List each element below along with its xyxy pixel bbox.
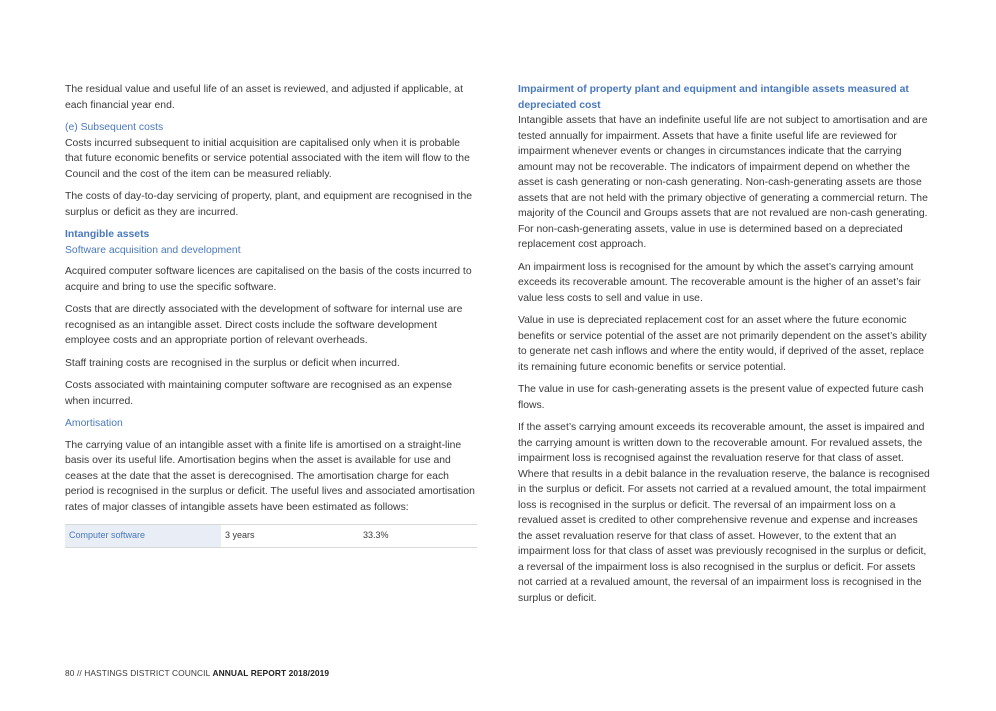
useful-life-cell: 3 years <box>221 525 359 548</box>
footer-report-title: ANNUAL REPORT 2018/2019 <box>212 668 330 678</box>
impairment-intro-paragraph: Intangible assets that have an indefinite useful life are not subject to amortisation and are tested annually for impairment. Assets that have a finite useful life are reviewed for impairment whenever events or changes in circumstances indicate that the carrying amount may not be recoverable. The indicators of impairment depend on whether the asset is cash generating or non-cash generating. Non-cash-generating assets are those assets that are not held with the primary objective of generating a commercial return. The majority of the Council and Groups assets that are not revalued are non-cash generating. For non-cash-generating assets, value in use is determined based on a depreciated replacement cost approach. <box>518 115 928 250</box>
subsequent-costs-heading: (e) Subsequent costs <box>65 122 164 133</box>
cash-generating-paragraph: The value in use for cash-generating assets is the present value of expected future cash flows. <box>518 384 924 411</box>
footer-page-council: 80 // HASTINGS DISTRICT COUNCIL <box>65 668 211 678</box>
value-in-use-paragraph: Value in use is depreciated replacement cost for an asset where the future economic benefits or service potential of the asset are not primarily dependent on the asset’s ability to generate net cash inflows and where the entity would, if deprived of the asset, replace its remaining future economic benefits or service potential. <box>518 315 927 373</box>
subsequent-costs-paragraph: Costs incurred subsequent to initial acquisition are capitalised only when it is probable that future economic benefits or service potential associated with the item will flow to the Council and the cost of the item can be measured reliably. <box>65 137 470 180</box>
software-acquisition-heading: Software acquisition and development <box>65 244 241 256</box>
left-column <box>65 82 475 548</box>
impairment-loss-paragraph: An impairment loss is recognised for the amount by which the asset’s carrying amount exceeds its recoverable amount. The recoverable amount is the higher of an asset’s fair value less costs to sell and value in use. <box>518 261 921 304</box>
asset-class-cell: Computer software <box>65 525 221 548</box>
page-footer <box>65 668 329 678</box>
software-licences-paragraph: Acquired computer software licences are capitalised on the basis of the costs incurred to acquire and bring to use the specific software. <box>65 266 472 293</box>
right-column <box>518 82 930 613</box>
residual-value-paragraph: The residual value and useful life of an asset is reviewed, and adjusted if applicable, at each financial year end. <box>65 84 463 111</box>
staff-training-paragraph: Staff training costs are recognised in the surplus or deficit when incurred. <box>65 357 400 369</box>
table-row <box>65 525 477 548</box>
servicing-costs-paragraph: The costs of day-to-day servicing of property, plant, and equipment are recognised in the surplus or deficit as they are incurred. <box>65 191 472 218</box>
impairment-heading: Impairment of property plant and equipment and intangible assets measured at depreciated cost <box>518 84 909 111</box>
revalued-assets-paragraph: If the asset’s carrying amount exceeds its recoverable amount, the asset is impaired and the carrying amount is written down to the recoverable amount. For revalued assets, the impairment loss is recognised against the revaluation reserve for that class of asset. Where that results in a debit balance in the revaluation reserve, the balance is recognised in the surplus or deficit. For assets not carried at a revalued amount, the total impairment loss is recognised in the surplus or deficit. The reversal of an impairment loss on a revalued asset is credited to other comprehensive revenue and expense and increases the asset revaluation reserve for that class of asset. However, to the extent that an impairment loss for that class of asset was previously recognised in the surplus or deficit, a reversal of the impairment loss is also recognised in the surplus or deficit. For assets not carried at a revalued amount, the reversal of an impairment loss is recognised in the surplus or deficit. <box>518 422 930 604</box>
amortisation-heading: Amortisation <box>65 418 123 429</box>
amortisation-rate-cell: 33.3% <box>359 525 477 548</box>
software-maintenance-paragraph: Costs associated with maintaining computer software are recognised as an expense when incurred. <box>65 380 452 407</box>
software-development-paragraph: Costs that are directly associated with the development of software for internal use are recognised as an intangible asset. Direct costs include the software development employee costs and an appropriate portion of relevant overheads. <box>65 304 463 346</box>
amortisation-rates-table <box>65 524 477 548</box>
amortisation-paragraph: The carrying value of an intangible asset with a finite life is amortised on a straight-line basis over its useful life. Amortisation begins when the asset is available for use and ceases at the date that the asset is derecognised. The amortisation charge for each period is recognised in the surplus or deficit. The useful lives and associated amortisation rates of major classes of intangible assets have been estimated as follows: <box>65 439 475 513</box>
intangible-assets-heading: Intangible assets <box>65 229 150 240</box>
